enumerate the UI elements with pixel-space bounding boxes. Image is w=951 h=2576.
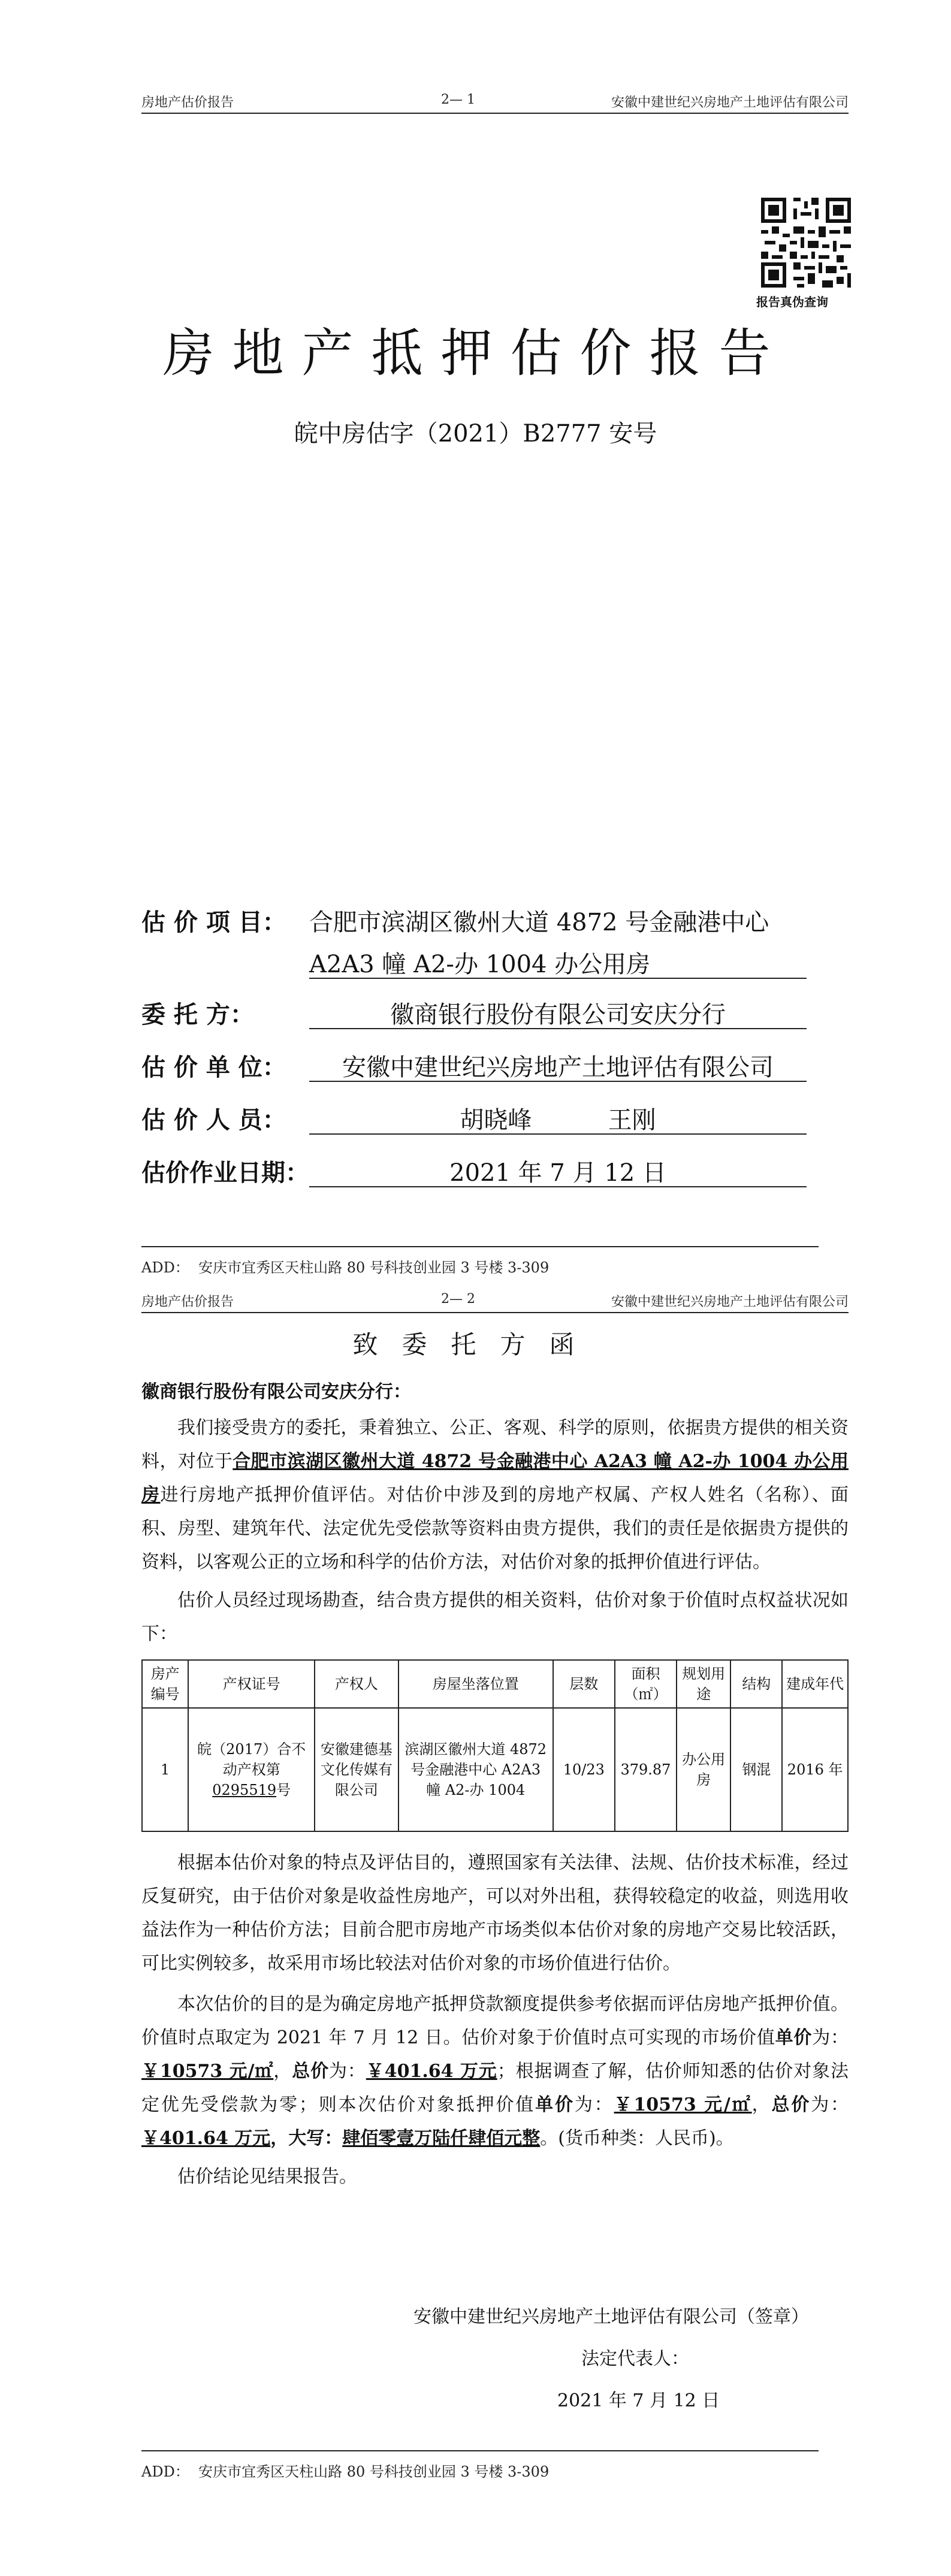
project-label: 估 价 项 目： bbox=[141, 908, 286, 936]
footer-address: ADD： 安庆市宜秀区天柱山路 80 号科技创业园 3 号楼 3-309 bbox=[141, 2463, 550, 2480]
date-value: 2021 年 7 月 12 日 bbox=[309, 1154, 807, 1187]
footer-address: ADD： 安庆市宜秀区天柱山路 80 号科技创业园 3 号楼 3-309 bbox=[141, 1259, 550, 1276]
appraiser-org-label: 估 价 单 位： bbox=[141, 1053, 286, 1081]
info-project-line2 bbox=[141, 945, 849, 981]
col-header: 结构 bbox=[730, 1660, 782, 1708]
header-company: 安徽中建世纪兴房地产土地评估有限公司 bbox=[611, 95, 849, 110]
col-header: 房屋坐落位置 bbox=[398, 1660, 553, 1708]
letter-title: 致委托方函 bbox=[352, 1330, 599, 1359]
paragraph-method: 根据本估价对象的特点及评估目的，遵照国家有关法律、法规、估价技术标准，经过反复研究，由于估价对象是收益性房地产，可以对外出租，获得较稳定的收益，则选用收益法作为一种估价方法；目前合肥市房地产市场类似本估价对象的房地产交易比较活跃，可比实例较多，故采用市场比较法对估价对象的市场价值进行估价。 bbox=[141, 1852, 849, 1974]
info-client bbox=[141, 996, 849, 1032]
cell-owner: 安徽建德基文化传媒有限公司 bbox=[315, 1708, 398, 1831]
address-divider bbox=[141, 1246, 819, 1247]
qr-code-icon[interactable] bbox=[761, 198, 851, 288]
market-total-price: ￥401.64 万元 bbox=[366, 2061, 497, 2082]
cell-structure: 钢混 bbox=[730, 1708, 782, 1831]
total-price-in-words: 肆佰零壹万陆仟肆佰元整 bbox=[342, 2128, 541, 2149]
appraisers-value: 胡晓峰 王刚 bbox=[309, 1101, 807, 1135]
header-company: 安徽中建世纪兴房地产土地评估有限公司 bbox=[611, 1295, 849, 1310]
cell-location: 滨湖区徽州大道 4872 号金融港中心 A2A3 幢 A2-办 1004 bbox=[398, 1708, 553, 1831]
paragraph-status: 估价人员经过现场勘查，结合贵方提供的相关资料，估价对象于价值时点权益状况如下： bbox=[141, 1590, 849, 1644]
cell-cert: 皖（2017）合不动产权第0295519号 bbox=[188, 1708, 315, 1831]
info-project bbox=[141, 903, 849, 939]
signature-company: 安徽中建世纪兴房地产土地评估有限公司（签章） bbox=[413, 2306, 809, 2327]
col-header: 层数 bbox=[553, 1660, 615, 1708]
info-appraiser-org bbox=[141, 1048, 849, 1084]
mortgage-total-price: ￥401.64 万元 bbox=[141, 2128, 271, 2149]
appraisers-label: 估 价 人 员： bbox=[141, 1106, 286, 1134]
paragraph-see-report: 估价结论见结果报告。 bbox=[177, 2166, 357, 2187]
cell-floors: 10/23 bbox=[553, 1708, 615, 1831]
project-value-line1: 合肥市滨湖区徽州大道 4872 号金融港中心 bbox=[309, 909, 769, 936]
header-left: 房地产估价报告 bbox=[141, 95, 234, 110]
signature-date: 2021 年 7 月 12 日 bbox=[557, 2390, 720, 2411]
col-header: 产权证号 bbox=[188, 1660, 315, 1708]
appraiser-org-value: 安徽中建世纪兴房地产土地评估有限公司 bbox=[309, 1048, 807, 1082]
cell-area: 379.87 bbox=[615, 1708, 677, 1831]
property-address: 合肥市滨湖区徽州大道 4872 号金融港中心 A2A3 幢 A2-办 1004 办公用房 bbox=[141, 1451, 849, 1505]
qr-caption: 报告真伪查询 bbox=[756, 295, 828, 309]
table-header-row bbox=[142, 1660, 848, 1708]
col-header: 面积（㎡） bbox=[615, 1660, 677, 1708]
cell-year: 2016 年 bbox=[782, 1708, 848, 1831]
project-value-line2: A2A3 幢 A2-办 1004 办公用房 bbox=[309, 945, 807, 979]
cell-no: 1 bbox=[142, 1708, 188, 1831]
client-value: 徽商银行股份有限公司安庆分行 bbox=[309, 996, 807, 1029]
property-table bbox=[141, 1659, 849, 1832]
cell-use: 办公用房 bbox=[677, 1708, 730, 1831]
mortgage-unit-price: ￥10573 元/㎡ bbox=[614, 2094, 752, 2115]
col-header: 产权人 bbox=[315, 1660, 398, 1708]
info-date bbox=[141, 1154, 849, 1190]
address-divider bbox=[141, 2450, 819, 2451]
header-divider bbox=[141, 113, 849, 114]
paragraph-intro: 我们接受贵方的委托，秉着独立、公正、客观、科学的原则，依据贵方提供的相关资料，对位于合肥市滨湖区徽州大道 4872 号金融港中心 A2A3 幢 A2-办 1004 办公用房进行房地产抵押价值评估。对估价中涉及到的房地产权属、产权人姓名（名称）、面积、房型、建筑年代、法定优先受偿款等资料由贵方提供，我们的责任是依据贵方提供的资料，以客观公正的立场和科学的估价方法，对估价对象的抵押价值进行评估。 bbox=[141, 1417, 849, 1573]
page2-header bbox=[141, 1289, 849, 1313]
report-title: 房地产抵押估价报告 bbox=[162, 323, 789, 383]
header-left: 房地产估价报告 bbox=[141, 1295, 234, 1310]
letter-salutation: 徽商银行股份有限公司安庆分行： bbox=[141, 1381, 411, 1402]
report-number: 皖中房估字（2021）B2777 安号 bbox=[294, 420, 657, 448]
header-page-number: 2— 1 bbox=[441, 92, 475, 107]
market-unit-price: ￥10573 元/㎡ bbox=[141, 2061, 274, 2082]
col-header: 房产编号 bbox=[142, 1660, 188, 1708]
header-divider bbox=[141, 1312, 849, 1313]
date-label: 估价作业日期： bbox=[141, 1159, 309, 1187]
signature-representative: 法定代表人： bbox=[581, 2348, 689, 2369]
col-header: 建成年代 bbox=[782, 1660, 848, 1708]
table-row bbox=[142, 1708, 848, 1831]
paragraph-conclusion: 本次估价的目的是为确定房地产抵押贷款额度提供参考依据而评估房地产抵押价值。价值时点取定为 2021 年 7 月 12 日。估价对象于价值时点可实现的市场价值单价为：￥10573 元/㎡，总价为：￥401.64 万元；根据调查了解，估价师知悉的估价对象法定优先受偿款为零；则本次估价对象抵押价值单价为：￥10573 元/㎡，总价为：￥401.64 万元，大写：肆佰零壹万陆仟肆佰元整。(货币种类：人民币)。 bbox=[141, 1994, 849, 2149]
col-header: 规划用途 bbox=[677, 1660, 730, 1708]
header-page-number: 2— 2 bbox=[441, 1292, 475, 1307]
info-appraisers bbox=[141, 1101, 849, 1137]
client-label: 委 托 方： bbox=[141, 1000, 254, 1029]
page1-header bbox=[141, 90, 849, 114]
